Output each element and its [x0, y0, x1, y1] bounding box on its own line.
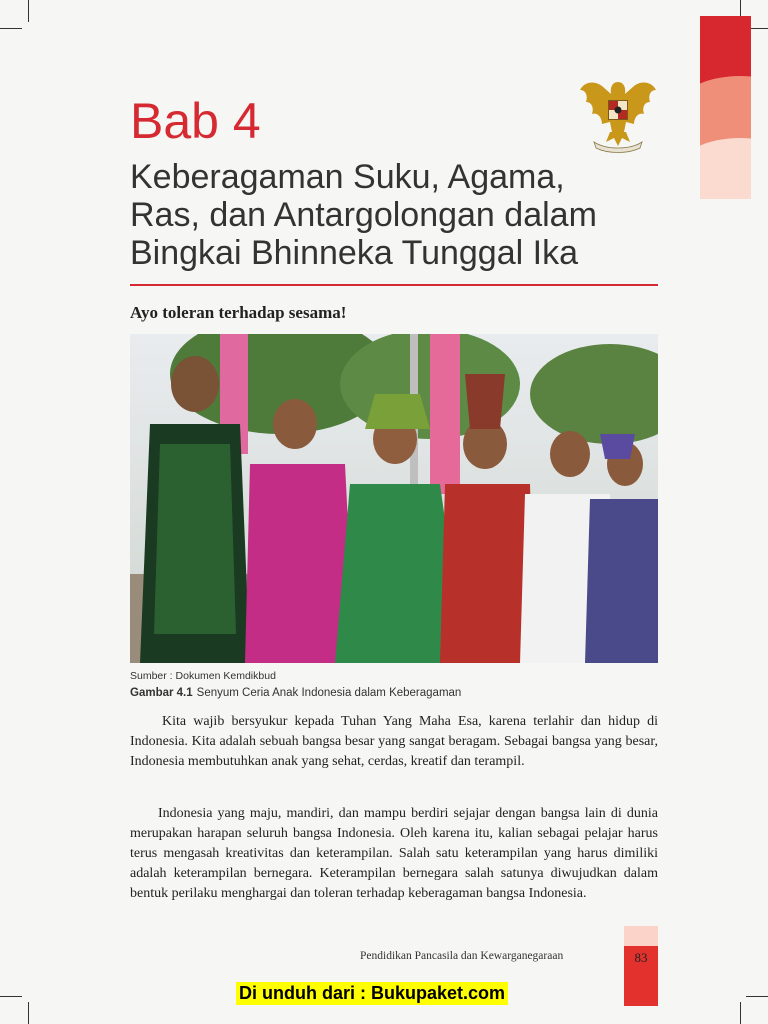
crop-mark [0, 996, 22, 997]
garuda-emblem-icon [578, 72, 658, 154]
title-divider [130, 284, 658, 286]
figure-label: Gambar 4.1 [130, 687, 193, 699]
chapter-title-line: Keberagaman Suku, Agama, [130, 158, 565, 196]
chapter-side-tab [700, 16, 751, 199]
body-paragraph: Indonesia yang maju, mandiri, dan mampu berdiri sejajar dengan bangsa lain di dunia merupakan harapan seluruh bangsa Indonesia. Oleh karena itu, kalian sebagai pelajar harus terus mengasah kreativitas dan keterampilan. Salah satu keterampilan yang harus dimiliki adalah keterampilan bernegara. Keterampilan bernegara salah satunya diwujudkan dalam bentuk perilaku menghargai dan toleran terhadap keberagaman bangsa Indonesia. [130, 806, 658, 901]
chapter-title-line: Bingkai Bhinneka Tunggal Ika [130, 234, 578, 272]
download-source-note: Di unduh dari : Bukupaket.com [236, 982, 508, 1005]
figure-source: Sumber : Dokumen Kemdikbud [130, 670, 276, 682]
section-subheading: Ayo toleran terhadap sesama! [130, 303, 347, 322]
page-number: 83 [634, 950, 648, 965]
figure-caption-text: Senyum Ceria Anak Indonesia dalam Keberagaman [196, 687, 462, 699]
crop-mark [28, 0, 29, 22]
figure-photo [130, 334, 658, 663]
crop-mark [740, 1002, 741, 1024]
chapter-title-line: Ras, dan Antargolongan dalam [130, 196, 597, 234]
crop-mark [0, 28, 22, 29]
chapter-number: Bab 4 [130, 93, 261, 149]
footer-book-title: Pendidikan Pancasila dan Kewarganegaraan [360, 950, 564, 962]
crop-mark [746, 996, 768, 997]
body-paragraph: Kita wajib bersyukur kepada Tuhan Yang Maha Esa, karena terlahir dan hidup di Indonesia. Kita adalah sebuah bangsa besar yang sangat beragam. Sebagai bangsa yang besar, Indonesia membutuhkan anak yang sehat, cerdas, kreatif dan terampil. [130, 714, 658, 769]
crop-mark [28, 1002, 29, 1024]
page-number-box [624, 926, 658, 1006]
chapter-title [130, 158, 670, 272]
figure-caption [130, 687, 461, 699]
